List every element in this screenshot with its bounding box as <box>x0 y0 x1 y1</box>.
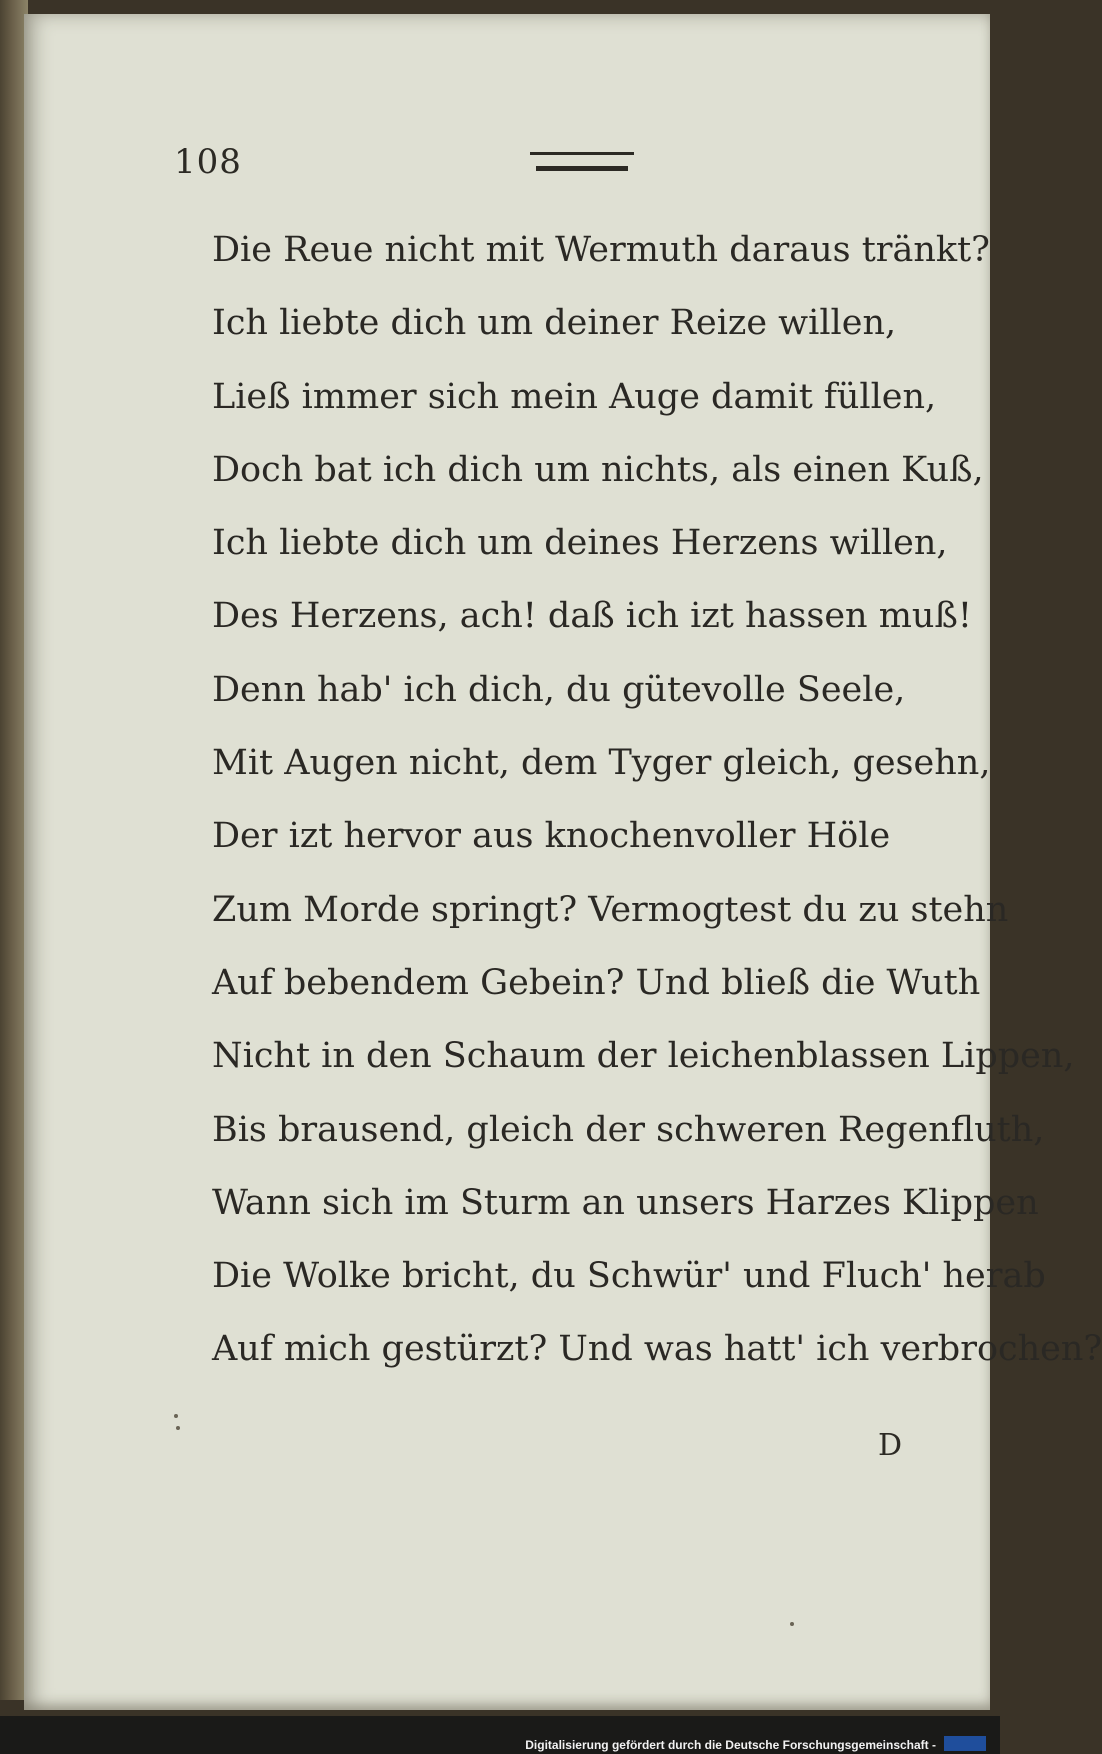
poem-line: Die Wolke bricht, du Schwür' und Fluch' herab <box>212 1256 1046 1297</box>
poem-line: Denn hab' ich dich, du gütevolle Seele, <box>212 669 906 710</box>
poem-line: Bis brausend, gleich der schweren Regenfluth, <box>212 1109 1045 1150</box>
poem-line: Ich liebte dich um deiner Reize willen, <box>212 303 897 344</box>
poem-line: Auf mich gestürzt? Und was hatt' ich verbrochen? <box>212 1329 1102 1370</box>
poem-line: Der izt hervor aus knochenvoller Höle <box>212 816 891 857</box>
poem-line: Des Herzens, ach! daß ich izt hassen muß! <box>212 596 972 637</box>
poem-line: Wann sich im Sturm an unsers Harzes Klippen <box>212 1182 1039 1223</box>
footer-credit: Digitalisierung gefördert durch die Deutsche Forschungsgemeinschaft - <box>525 1738 936 1752</box>
poem-text <box>212 214 1102 1387</box>
poem-line: Ich liebte dich um deines Herzens willen, <box>212 523 948 564</box>
ink-speck <box>174 1414 178 1418</box>
catchword: D <box>878 1428 903 1463</box>
ink-speck <box>790 1622 794 1626</box>
dfg-logo-icon <box>944 1736 986 1751</box>
header-rule-thick <box>536 166 628 171</box>
ink-speck <box>176 1426 180 1430</box>
poem-line: Ließ immer sich mein Auge damit füllen, <box>212 376 937 417</box>
book-page <box>24 14 1102 1710</box>
poem-line: Die Reue nicht mit Wermuth daraus tränkt? <box>212 230 990 270</box>
poem-line: Doch bat ich dich um nichts, als einen Kuß, <box>212 449 984 490</box>
header-rule <box>530 152 634 155</box>
poem-line: Auf bebendem Gebein? Und bließ die Wuth <box>212 962 981 1003</box>
poem-line: Mit Augen nicht, dem Tyger gleich, gesehn, <box>212 743 991 784</box>
poem-line: Nicht in den Schaum der leichenblassen Lippen, <box>212 1036 1075 1077</box>
page-number: 108 <box>174 142 242 182</box>
poem-line: Zum Morde springt? Vermogtest du zu stehn <box>212 889 1009 930</box>
